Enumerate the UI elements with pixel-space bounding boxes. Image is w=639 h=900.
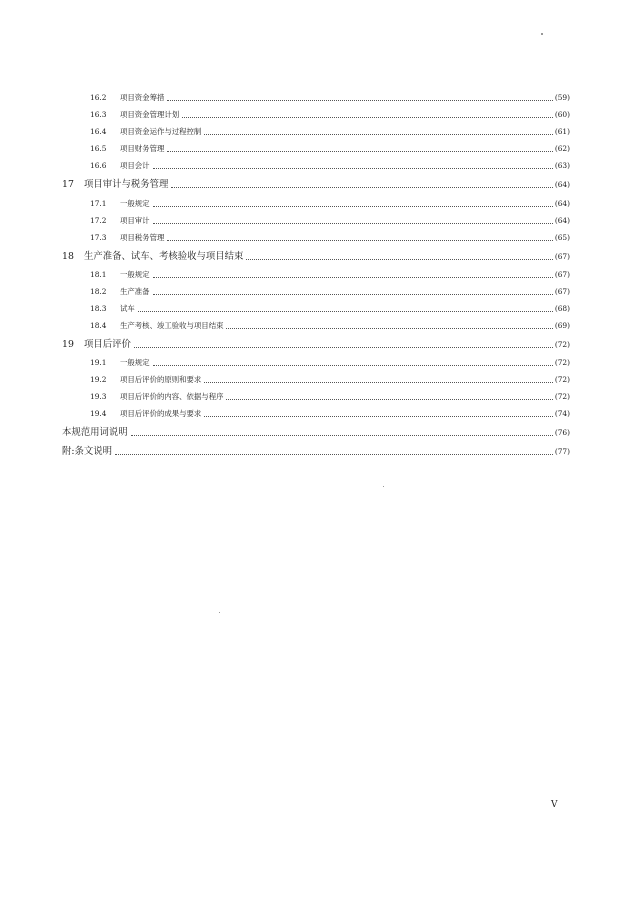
- section-number: 18.2: [90, 287, 107, 296]
- toc-chapter-19[interactable]: [62, 338, 570, 352]
- section-title: 项目会计: [120, 161, 150, 170]
- page-number: (60): [554, 110, 570, 119]
- toc-entry-16-2[interactable]: [90, 91, 570, 105]
- toc-chapter-18[interactable]: [62, 250, 570, 264]
- dot-leader: [226, 327, 552, 329]
- section-number: 17.1: [90, 199, 107, 208]
- page-number: (72): [554, 392, 570, 401]
- dot-leader: [167, 239, 552, 241]
- page-number: (64): [554, 199, 570, 208]
- page-number: (67): [554, 287, 570, 296]
- page-number: (72): [554, 340, 570, 349]
- section-number: 18.3: [90, 304, 107, 313]
- toc-entry-17-1[interactable]: [90, 197, 570, 211]
- section-number: 16.4: [90, 127, 107, 136]
- section-title: 一般规定: [120, 270, 150, 279]
- dot-leader: [138, 310, 553, 312]
- page-number: (76): [554, 428, 570, 437]
- dot-leader: [153, 222, 553, 224]
- section-number: 16.3: [90, 110, 107, 119]
- section-number: 19.1: [90, 358, 107, 367]
- section-number: 16.2: [90, 93, 107, 102]
- page-number: (74): [554, 409, 570, 418]
- dot-leader: [204, 381, 553, 383]
- page-number: (72): [554, 375, 570, 384]
- page-number: (63): [554, 161, 570, 170]
- toc-entry-19-2[interactable]: [90, 373, 570, 387]
- section-title: 生产考核、竣工验收与项目结束: [120, 321, 224, 330]
- section-title: 项目财务管理: [120, 144, 165, 153]
- toc-entry-18-3[interactable]: [90, 302, 570, 316]
- page-number: (62): [554, 144, 570, 153]
- dot-leader: [115, 453, 553, 455]
- toc-chapter-17[interactable]: [62, 178, 570, 192]
- toc-entry-19-4[interactable]: [90, 407, 570, 421]
- section-number: 17.3: [90, 233, 107, 242]
- section-title: 项目后评价的内容、依据与程序: [120, 392, 224, 401]
- section-number: 18.1: [90, 270, 107, 279]
- page-number: (64): [554, 180, 570, 189]
- dot-leader: [131, 434, 553, 436]
- dot-leader: [246, 258, 552, 260]
- dot-leader: [153, 167, 553, 169]
- toc-entry-16-6[interactable]: [90, 159, 570, 173]
- dot-leader: [167, 150, 552, 152]
- page-number: (65): [554, 233, 570, 242]
- section-title: 项目税务管理: [120, 233, 165, 242]
- section-title: 项目后评价的原则和要求: [120, 375, 202, 384]
- dot-leader: [153, 364, 553, 366]
- toc-entry-16-4[interactable]: [90, 125, 570, 139]
- toc-entry-19-3[interactable]: [90, 390, 570, 404]
- chapter-number: 18: [62, 251, 74, 262]
- section-number: 17.2: [90, 216, 107, 225]
- dot-leader: [153, 205, 553, 207]
- scan-speck: [383, 486, 384, 487]
- toc-entry-18-1[interactable]: [90, 268, 570, 282]
- toc-entry-16-3[interactable]: [90, 108, 570, 122]
- page-number: (68): [554, 304, 570, 313]
- page-folio: V: [551, 800, 558, 810]
- scan-speck: [219, 612, 220, 613]
- dot-leader: [153, 276, 553, 278]
- section-number: 19.4: [90, 409, 107, 418]
- dot-leader: [171, 186, 552, 188]
- dot-leader: [182, 116, 553, 118]
- section-number: 18.4: [90, 321, 107, 330]
- page-number: (72): [554, 358, 570, 367]
- toc-entry-terms-explanation[interactable]: [62, 426, 570, 440]
- section-title: 项目后评价的成果与要求: [120, 409, 202, 418]
- chapter-title: 项目审计与税务管理: [84, 179, 169, 190]
- page-number: (64): [554, 216, 570, 225]
- page-number: (69): [554, 321, 570, 330]
- toc-entry-19-1[interactable]: [90, 356, 570, 370]
- chapter-title: 生产准备、试车、考核验收与项目结束: [84, 251, 244, 262]
- dot-leader: [226, 398, 552, 400]
- toc-entry-18-2[interactable]: [90, 285, 570, 299]
- page-number: (77): [554, 447, 570, 456]
- section-title: 项目资金管理计划: [120, 110, 180, 119]
- entry-title: 附:条文说明: [62, 446, 113, 457]
- scan-speck: [541, 33, 543, 35]
- chapter-number: 19: [62, 339, 74, 350]
- section-number: 19.2: [90, 375, 107, 384]
- page-number: (61): [554, 127, 570, 136]
- dot-leader: [167, 99, 552, 101]
- chapter-number: 17: [62, 179, 74, 190]
- page-number: (67): [554, 252, 570, 261]
- section-title: 项目资金筹措: [120, 93, 165, 102]
- dot-leader: [204, 133, 553, 135]
- section-number: 16.5: [90, 144, 107, 153]
- section-title: 试车: [120, 304, 135, 313]
- page-number: (67): [554, 270, 570, 279]
- dot-leader: [153, 293, 553, 295]
- toc-entry-17-3[interactable]: [90, 231, 570, 245]
- section-title: 一般规定: [120, 199, 150, 208]
- page-number: (59): [554, 93, 570, 102]
- section-number: 19.3: [90, 392, 107, 401]
- section-title: 生产准备: [120, 287, 150, 296]
- dot-leader: [204, 415, 553, 417]
- toc-entry-16-5[interactable]: [90, 142, 570, 156]
- section-title: 一般规定: [120, 358, 150, 367]
- section-title: 项目资金运作与过程控制: [120, 127, 202, 136]
- section-title: 项目审计: [120, 216, 150, 225]
- dot-leader: [134, 346, 553, 348]
- section-number: 16.6: [90, 161, 107, 170]
- entry-title: 本规范用词说明: [62, 427, 128, 438]
- chapter-title: 项目后评价: [84, 339, 131, 350]
- toc-entry-17-2[interactable]: [90, 214, 570, 228]
- toc-entry-18-4[interactable]: [90, 319, 570, 333]
- toc-entry-appendix[interactable]: [62, 445, 570, 459]
